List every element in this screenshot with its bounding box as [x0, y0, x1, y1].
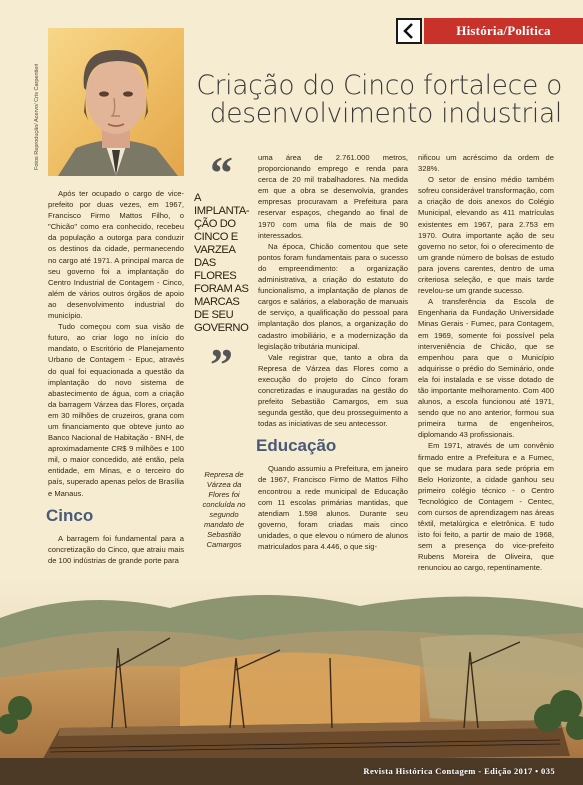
paragraph: Em 1971, através de um convênio firmado entre a Prefeitura e a Fumec, que se mudara para sede própria em Belo Horizonte, a cidade ganhou seu primeiro colégio técnico - o Centro Tecnológico de Contagem - Centec, com cursos de aprendizagem nas áreas têxtil, metalúrgica e eletrônica. E tudo isto foi feito, a partir de maio de 1968, sem a presença do vice-prefeito Rubens Moreira de Oliveira, que renunciou ao cargo, repentinamente.: [418, 441, 554, 573]
subhead-cinco: Cinco: [46, 505, 94, 525]
pull-quote: A IMPLANTA-ÇÃO DO CINCO E VARZEA DAS FLORES FORAM AS MARCAS DE SEU GOVERNO: [194, 192, 250, 334]
paragraph: Na época, Chicão comentou que sete pontos foram fundamentais para o sucesso do empreendimento: a organização administrativa, a criação do estatuto do funcionalismo, a implantação de planos de cargos e salários, a elaboração de manuais de serviço, a qualificação do pessoal para implantação dos planos, a organização do cadastro imobiliário, e a modernização da legislação tributária municipal.: [258, 241, 408, 351]
photo-caption: Represa de Várzea da Flores foi concluída no segundo mandato de Sebastião Camargos: [202, 470, 246, 549]
close-quote-icon: ”: [210, 339, 233, 390]
article-column-3: [258, 152, 408, 552]
photo-credit: Fotos Reprodução/ Acervo/ Cris Carpentieri: [34, 63, 40, 170]
back-button[interactable]: [396, 18, 422, 44]
open-quote-icon: “: [210, 147, 233, 198]
paragraph: Quando assumiu a Prefeitura, em janeiro de 1967, Francisco Firmo de Mattos Filho encontrou a rede municipal de Educação com 11 escolas primárias mantidas, que atendiam 1.598 alunos. Durante seu governo, foram criadas mais cinco unidades, o que elevou o número de alunos matriculados para 4.446, o que sig-: [258, 464, 408, 551]
paragraph: uma área de 2.761.000 metros, proporcionando emprego e renda para cerca de 20 mil trabalhadores. Na medida em que a obra se desenvolvia, grandes empresas procuravam a Prefeitura para reservar espaços, chegando ao final de 1970 com uma fila de mais de 90 interessados.: [258, 153, 408, 240]
page-footer: Revista Histórica Contagem - Edição 2017 • 035: [363, 766, 555, 776]
paragraph: Após ter ocupado o cargo de vice-prefeito por duas vezes, em 1967, Francisco Firmo Mattos Filho, o "Chicão" como era conhecido, recebeu da população a outorga para conduzir os destinos da cidade, permanecendo no cargo até 1971. A principal marca de seu governo foi a implantação do Centro Industrial de Contagem - Cinco, além de vários outros órgãos de apoio ao desenvolvimento industrial do município.: [48, 189, 184, 321]
paragraph: A barragem foi fundamental para a concretização do Cinco, que atraiu mais de 100 indústrias de grande porte para: [48, 533, 184, 565]
dam-construction-photo: [0, 578, 583, 785]
article-column-1: [48, 188, 184, 566]
paragraph: O setor de ensino médio também sofreu considerável transformação, com a criação de dois anexos do Colégio Municipal, elevando as 411 matrículas existentes em 1967, para 2.753 em 1970. Outra importante ação de seu governo no setor, foi o oferecimento de um grande número de bolsas de estudo para jovens carentes, dentro de uma criteriosa seleção, e que mais tarde revelou-se um grande sucesso.: [418, 175, 554, 296]
article-title: Criação do Cinco fortalece o desenvolvimento industrial: [196, 70, 562, 129]
paragraph: Tudo começou com sua visão de futuro, ao criar logo no início do mandato, o Escritório de Planejamento Urbano de Contagem - Epuc, através do qual foi equacionada a questão da implantação do novo sistema de abastecimento de água, com a criação da barragem Várzea das Flores, orçada em 30 milhões de cruzeiros, grana com um financiamento que obteve junto ao Banco Nacional de Habitação - BNH, de aproximadamente CR$ 9 milhões e 100 mil, o maior concedido, até então, pela entidade, em Minas, e o terceiro do país, superado apenas pelos de Brasília e Manaus.: [48, 322, 184, 498]
subhead-educacao: Educação: [256, 436, 337, 456]
article-column-4: [418, 152, 554, 574]
chevron-left-icon: [402, 23, 416, 39]
paragraph: nificou um acréscimo da ordem de 328%.: [418, 153, 554, 174]
section-tag: História/Política: [424, 18, 583, 44]
paragraph: A transferência da Escola de Engenharia da Fundação Universidade Minas Gerais - Fumec, para Contagem, em 1969, somente foi possível pela interveniência de Chicão, que se empenhou para que o Município adquirisse o prédio do Seminário, onde ela foi instalada e se visse dotado de tão importante melhoramento. Com 400 alunos, a escola funcionou até 1971, sendo que no ano anterior, formou sua primeira turma de engenheiros, diplomando 43 profissionais.: [418, 297, 554, 440]
portrait-photo: [48, 28, 184, 176]
paragraph: Vale registrar que, tanto a obra da Represa de Várzea das Flores como a execução do projeto do Cinco foram concretizadas e inauguradas na gestão do prefeito Sebastião Camargos, em sua segunda gestão, que deu prosseguimento a todas as iniciativas de seu antecessor.: [258, 352, 408, 429]
